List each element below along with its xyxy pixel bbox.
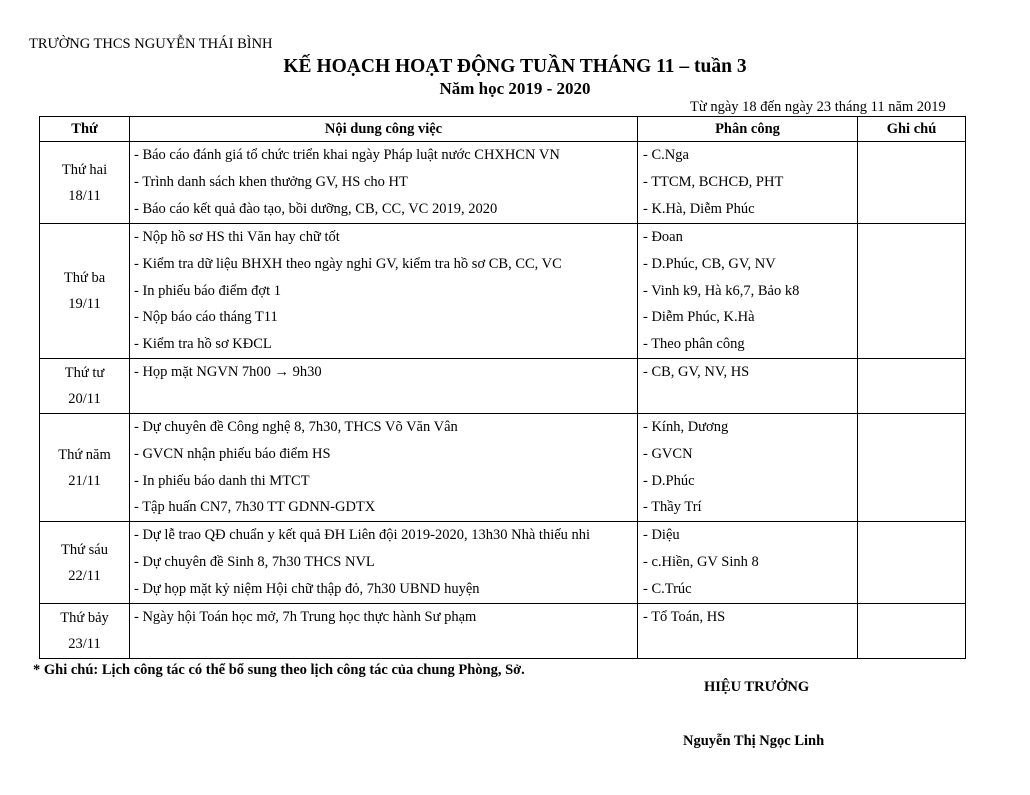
table-row: [40, 142, 966, 224]
day-cell: [40, 359, 130, 414]
assignment-item: - TTCM, BCHCĐ, PHT: [643, 173, 784, 190]
note-cell: [858, 224, 966, 359]
day-cell: [40, 604, 130, 659]
assignment-cell: [638, 224, 858, 359]
assignment-item: - D.Phúc: [643, 472, 695, 489]
document-title: KẾ HOẠCH HOẠT ĐỘNG TUẦN THÁNG 11 – tuần 3: [283, 56, 747, 77]
day-cell: [40, 414, 130, 522]
header-tasks: Nội dung công việc: [130, 117, 638, 142]
task-item: - Tập huấn CN7, 7h30 TT GDNN-GDTX: [134, 499, 376, 516]
day-date: 22/11: [68, 567, 101, 584]
date-range: Từ ngày 18 đến ngày 23 tháng 11 năm 2019: [690, 99, 946, 115]
day-cell: [40, 522, 130, 604]
note-cell: [858, 359, 966, 414]
day-name: Thứ hai: [61, 161, 108, 178]
assignment-item: - c.Hiền, GV Sinh 8: [643, 553, 759, 570]
footnote: * Ghi chú: Lịch công tác có thể bổ sung theo lịch công tác của chung Phòng, Sở.: [33, 662, 525, 678]
day-date: 18/11: [68, 187, 101, 204]
note-cell: [858, 522, 966, 604]
assignment-cell: [638, 359, 858, 414]
assignment-item: - Diệu: [643, 527, 680, 544]
table-row: [40, 604, 966, 659]
task-item: - Báo cáo đánh giá tổ chức triển khai ngày Pháp luật nước CHXHCN VN: [134, 147, 560, 163]
assignment-cell: [638, 414, 858, 522]
header-day: Thứ: [40, 117, 130, 142]
assignment-item: - Thầy Trí: [643, 499, 702, 516]
assignment-item: - K.Hà, Diễm Phúc: [643, 200, 755, 217]
task-item: - Dự chuyên đề Công nghệ 8, 7h30, THCS Võ Văn Vân: [134, 419, 458, 435]
note-cell: [858, 414, 966, 522]
day-cell: [40, 224, 130, 359]
task-item: - In phiếu báo danh thi MTCT: [134, 472, 310, 489]
task-item: - Dự họp mặt kỷ niệm Hội chữ thập đỏ, 7h30 UBND huyện: [134, 580, 480, 597]
assignment-item: - Đoan: [643, 229, 683, 245]
principal-title: HIỆU TRƯỞNG: [704, 679, 810, 695]
table-row: [40, 414, 966, 522]
table-header-row: [40, 117, 966, 142]
principal-name: Nguyễn Thị Ngọc Linh: [683, 733, 825, 749]
task-item: - Dự chuyên đề Sinh 8, 7h30 THCS NVL: [134, 553, 375, 570]
assignment-item: - D.Phúc, CB, GV, NV: [643, 255, 776, 272]
tasks-cell: [130, 604, 638, 659]
task-item: - Kiểm tra dữ liệu BHXH theo ngày nghỉ GV, kiểm tra hồ sơ CB, CC, VC: [134, 255, 562, 272]
assignment-item: - C.Trúc: [643, 580, 692, 597]
school-year: Năm học 2019 - 2020: [439, 79, 591, 98]
day-name: Thứ năm: [58, 446, 111, 463]
tasks-cell: [130, 359, 638, 414]
task-item: - Nộp hồ sơ HS thi Văn hay chữ tốt: [134, 229, 340, 245]
assignment-item: - Vinh k9, Hà k6,7, Bảo k8: [643, 282, 800, 299]
table-row: [40, 224, 966, 359]
schedule-table: [39, 116, 966, 659]
tasks-cell: [130, 142, 638, 224]
tasks-cell: [130, 522, 638, 604]
day-cell: [40, 142, 130, 224]
task-item: - Họp mặt NGVN 7h00 → 9h30: [134, 364, 322, 380]
day-date: 21/11: [68, 472, 101, 489]
task-item: - GVCN nhận phiếu báo điểm HS: [134, 445, 331, 462]
day-name: Thứ bảy: [60, 610, 109, 627]
assignment-item: - Theo phân công: [643, 336, 745, 353]
assignment-cell: [638, 604, 858, 659]
assignment-cell: [638, 142, 858, 224]
task-item: - Kiểm tra hồ sơ KĐCL: [134, 336, 272, 353]
task-item: - Báo cáo kết quả đào tạo, bồi dưỡng, CB, CC, VC 2019, 2020: [134, 200, 498, 217]
assignment-item: - Tổ Toán, HS: [643, 609, 726, 626]
task-item: - In phiếu báo điểm đợt 1: [134, 282, 281, 299]
day-name: Thứ tư: [64, 365, 105, 381]
day-date: 19/11: [68, 296, 101, 312]
school-name: TRƯỜNG THCS NGUYỄN THÁI BÌNH: [29, 36, 273, 52]
day-date: 20/11: [68, 391, 101, 407]
assignment-item: - CB, GV, NV, HS: [643, 364, 750, 380]
header-assignment: Phân công: [638, 117, 858, 142]
assignment-cell: [638, 522, 858, 604]
day-name: Thứ sáu: [61, 541, 108, 558]
note-cell: [858, 142, 966, 224]
assignment-item: - Diễm Phúc, K.Hà: [643, 309, 755, 326]
table-row: [40, 522, 966, 604]
day-date: 23/11: [68, 636, 101, 653]
note-cell: [858, 604, 966, 659]
task-item: - Trình danh sách khen thưởng GV, HS cho HT: [134, 173, 408, 190]
assignment-item: - C.Nga: [643, 147, 689, 163]
task-item: - Nộp báo cáo tháng T11: [134, 309, 278, 326]
day-name: Thứ ba: [63, 270, 106, 286]
tasks-cell: [130, 224, 638, 359]
task-item: - Ngày hội Toán học mở, 7h Trung học thực hành Sư phạm: [134, 609, 477, 626]
assignment-item: - Kính, Dương: [643, 419, 729, 435]
tasks-cell: [130, 414, 638, 522]
table-row: [40, 359, 966, 414]
header-note: Ghi chú: [858, 117, 966, 142]
task-item: - Dự lễ trao QĐ chuẩn y kết quả ĐH Liên đội 2019-2020, 13h30 Nhà thiếu nhi: [134, 527, 591, 544]
assignment-item: - GVCN: [643, 445, 693, 462]
